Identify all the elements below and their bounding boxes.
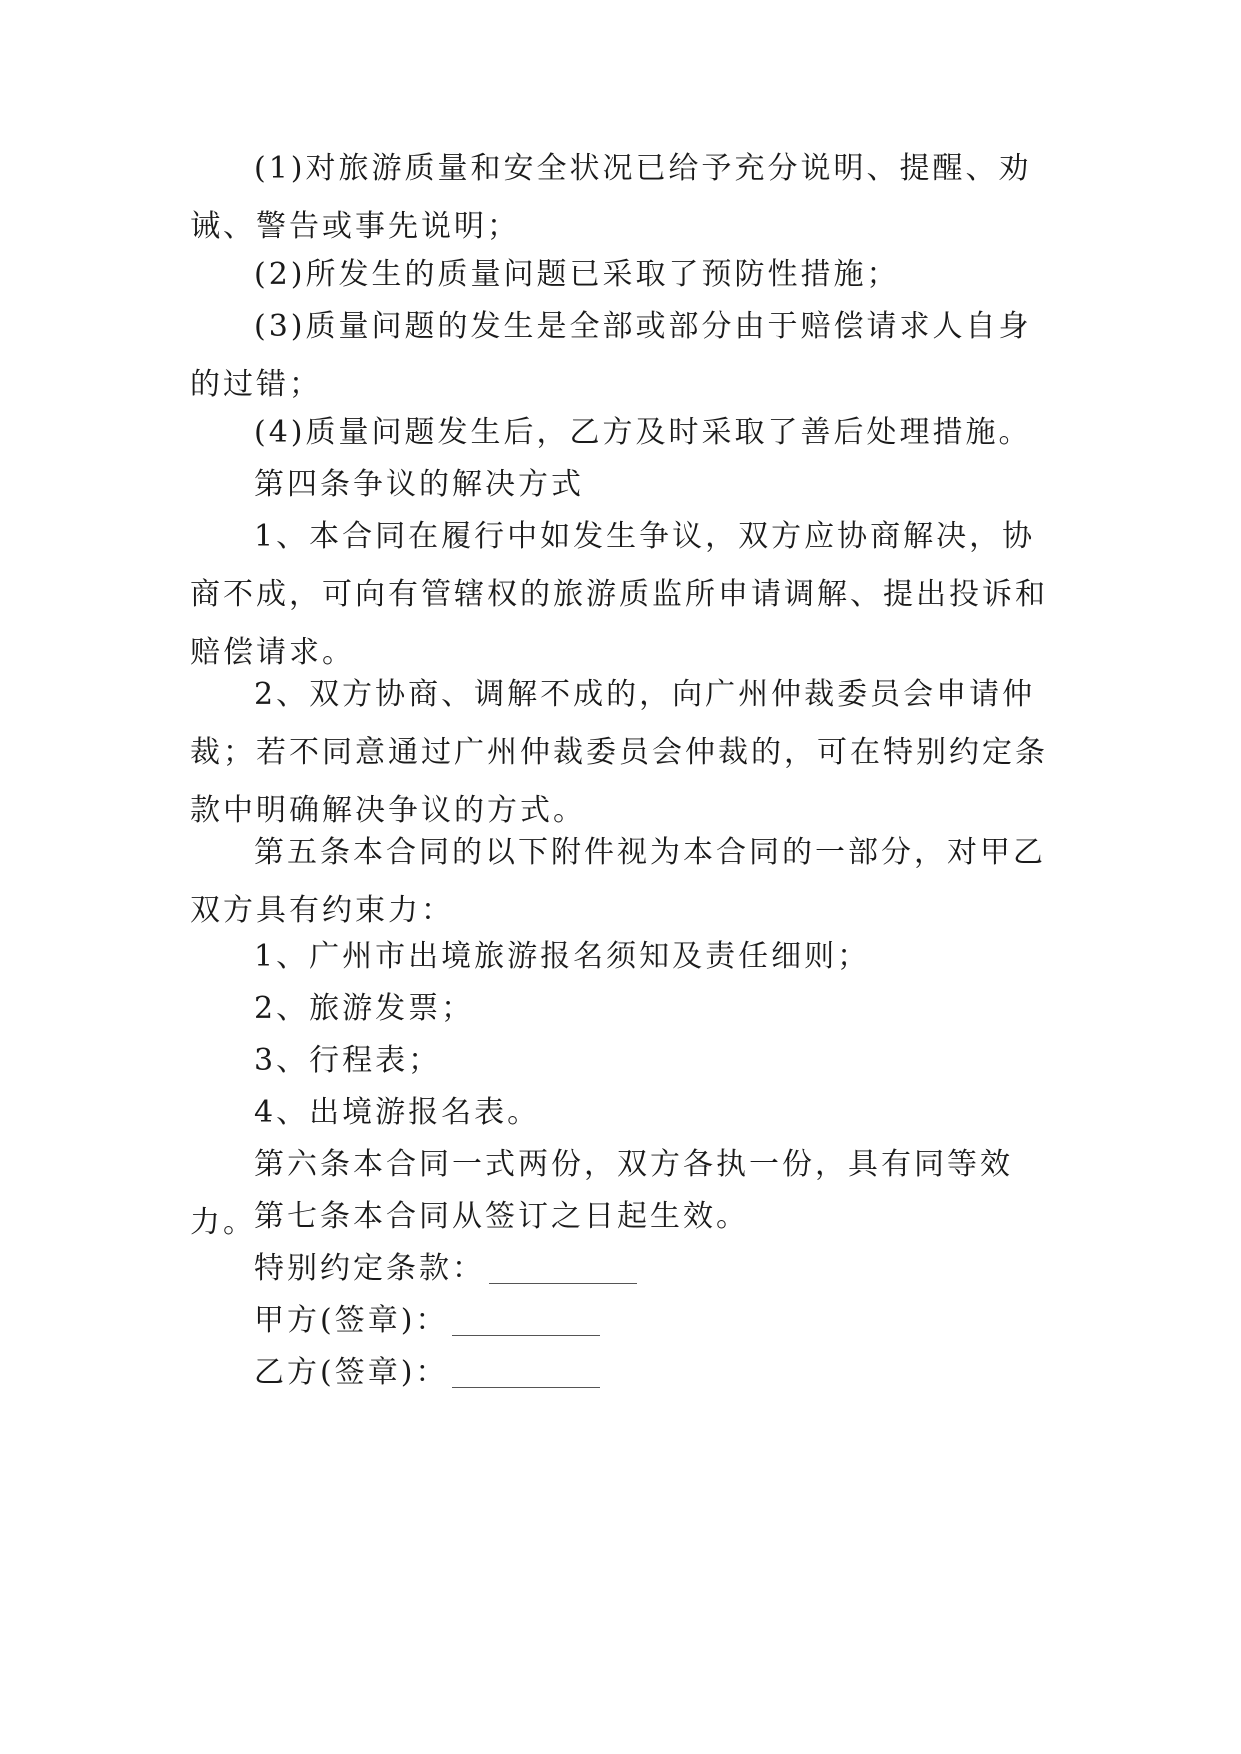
section-heading-article-5: 第五条本合同的以下附件视为本合同的一部分，对甲乙双方具有约束力： <box>190 835 1046 928</box>
section-article-7: 第七条本合同从签订之日起生效。 <box>254 1199 749 1234</box>
attachment-item-4: 4、出境游报名表。 <box>254 1095 541 1130</box>
attachment-item-1: 1、广州市出境旅游报名须知及责任细则； <box>254 939 871 974</box>
section-heading-article-4: 第四条争议的解决方式 <box>254 467 584 502</box>
party-a-signature-label: 甲方(签章)： <box>254 1303 449 1338</box>
party-b-signature-field <box>254 1344 600 1402</box>
paragraph-clause-4: (4)质量问题发生后，乙方及时采取了善后处理措施。 <box>254 415 1032 450</box>
section-article-6: 第六条本合同一式两份，双方各执一份，具有同等效力。 <box>190 1147 1013 1240</box>
party-a-signature-blank <box>452 1334 600 1336</box>
party-a-signature-field <box>254 1292 600 1350</box>
paragraph-clause-2: (2)所发生的质量问题已采取了预防性措施； <box>254 257 900 292</box>
special-terms-blank <box>489 1282 637 1284</box>
special-terms-label: 特别约定条款： <box>254 1251 485 1286</box>
paragraph-dispute-1: 1、本合同在履行中如发生争议，双方应协商解决，协商不成，可向有管辖权的旅游质监所申请调解、提出投诉和赔偿请求。 <box>190 519 1048 670</box>
paragraph-dispute-2: 2、双方协商、调解不成的，向广州仲裁委员会申请仲裁；若不同意通过广州仲裁委员会仲裁的，可在特别约定条款中明确解决争议的方式。 <box>190 677 1048 828</box>
special-terms-field <box>254 1240 637 1298</box>
attachment-item-2: 2、旅游发票； <box>254 991 475 1026</box>
attachment-item-3: 3、行程表； <box>254 1043 442 1078</box>
party-b-signature-blank <box>452 1386 600 1388</box>
paragraph-clause-3: (3)质量问题的发生是全部或部分由于赔偿请求人自身的过错； <box>190 309 1032 402</box>
party-b-signature-label: 乙方(签章)： <box>254 1355 449 1390</box>
paragraph-clause-1: (1)对旅游质量和安全状况已给予充分说明、提醒、劝诫、警告或事先说明； <box>190 151 1032 244</box>
